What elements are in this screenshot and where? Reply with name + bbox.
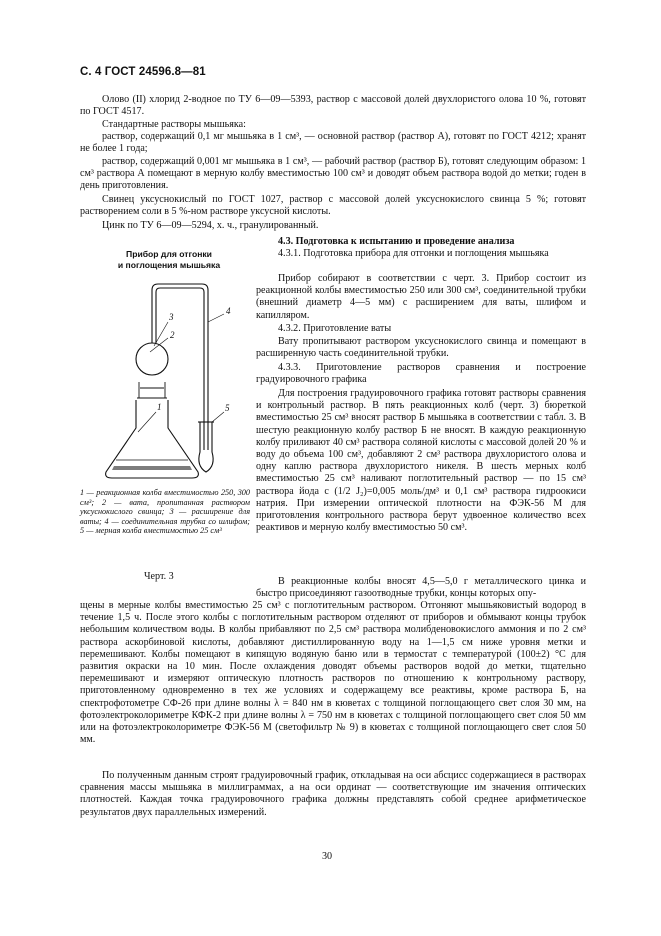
figure-title xyxy=(96,249,242,270)
figure-title-line-2: и поглощения мышьяка xyxy=(117,259,221,270)
figure-title-line-1: Прибор для отгонки xyxy=(126,249,212,259)
connecting-tube-inner xyxy=(156,288,204,450)
leader-5 xyxy=(212,412,224,422)
apparatus-drawing xyxy=(94,282,244,487)
label-5: 5 xyxy=(225,403,230,413)
figure-caption: 1 — реакционная колба вместимостью 250, 300 см³; 2 — вата, пропитанная раствором уксуснокислого свинца; 3 — расширение для ваты; 4 — соединительная трубка со шлифом; 5 — мерная колба вместимостью 25 см³ xyxy=(80,488,250,536)
paragraph-standard-solutions: Стандартные растворы мышьяка: xyxy=(102,119,246,130)
paragraph-4-3-1: 4.3.1. Подготовка прибора для отгонки и поглощения мышьяка xyxy=(278,248,549,259)
paragraph-4-3-2-body: Вату пропитывают раствором уксуснокислого свинца и помещают в расширенную часть соединительной трубки. xyxy=(256,336,586,360)
paragraph-distillation: щены в мерные колбы вместимостью 25 см³ с поглотительным раствором. Отгоняют мышьяковистый водород в течение 1,5 ч. После этого колбы с поглотительным раствором отделяют от приборов и обмывают концы трубок небольшим количеством воды. В колбы прибавляют по 2,5 см³ раствора молибденовокислого аммония и по 2 см³ раствора аскорбиновой кислоты, добавляют дистиллированную воду на 1—1,5 см ниже уровня метки и перемешивают. Колбы помещают в кипящую водяную баню или в термостат с температурой (100±2) °С для развития окраски на 10 мин. После охлаждения доводят объемы растворов водой до метки, тщательно перемешивают и измеряют оптическую плотность растворов по отношению к контрольному раствору, приготовленному одновременно в тех же условиях и содержащему все реактивы, кроме раствора Б, на спектрофотометре СФ-26 при длине волны λ = 840 нм в кюветах с толщиной поглощающего свет слоя 30 мм, на фотоэлектроколориметре КФК-2 при длине волны λ = 750 нм в кюветах с толщиной поглощающего свет слоя 50 мм или на фотоэлектроколориметре ФЭК-56 М (светофильтр № 9) в кюветах с толщиной поглощающего свет слоя 50 мм. xyxy=(80,600,586,746)
paragraph-solution-b: раствор, содержащий 0,001 мг мышьяка в 1 см³, — рабочий раствор (раствор Б), готовят следующим образом: 1 см³ раствора А помещают в мерную колбу вместимостью 100 см³ и доводят объем раствора водой до метки; годен в день приготовления. xyxy=(80,156,586,192)
liquid-hatching xyxy=(112,466,192,470)
label-2: 2 xyxy=(170,330,175,340)
label-4: 4 xyxy=(226,306,231,316)
page-header: С. 4 ГОСТ 24596.8—81 xyxy=(80,66,206,78)
paragraph-4-3-3: 4.3.3. Приготовление растворов сравнения и построение градуировочного графика xyxy=(256,362,586,386)
receiving-flask xyxy=(199,422,213,472)
paragraph-solution-a: раствор, содержащий 0,1 мг мышьяка в 1 см³, — основной раствор (раствор А), готовят по ГОСТ 4212; хранят не более 1 года; xyxy=(80,131,586,155)
paragraph-zinc: Цинк по ТУ 6—09—5294, х. ч., гранулированный. xyxy=(102,220,319,231)
leader-4 xyxy=(208,314,224,322)
section-heading-4-3: 4.3. Подготовка к испытанию и проведение анализа xyxy=(278,236,515,247)
cotton-bulb xyxy=(136,343,168,375)
paragraph-4-3-2: 4.3.2. Приготовление ваты xyxy=(278,323,392,334)
paragraph-tin-chloride: Олово (II) хлорид 2-водное по ТУ 6—09—5393, раствор с массовой долей двухлористого олова 10 %, готовят по ГОСТ 4517. xyxy=(80,94,586,118)
leader-1 xyxy=(138,412,156,432)
paragraph-zinc-addition: В реакционные колбы вносят 4,5—5,0 г металлического цинка и быстро присоединяют газоотводные трубки, концы которых опу- xyxy=(256,576,586,600)
label-3: 3 xyxy=(169,312,174,322)
page-number: 30 xyxy=(322,851,333,862)
paragraph-4-3-1-body: Прибор собирают в соответствии с черт. 3. Прибор состоит из реакционной колбы вместимостью 250 или 300 см³, соединительной трубки (внешний диаметр 4—5 мм) с расширением для ваты, шлифом и капилляром. xyxy=(256,273,586,321)
label-1: 1 xyxy=(157,402,162,412)
ground-joint xyxy=(137,382,167,398)
figure-label: Черт. 3 xyxy=(144,571,174,582)
paragraph-calibration-graph: По полученным данным строят градуировочный график, откладывая на оси абсцисс содержащиеся в растворах сравнения массы мышьяка в миллиграммах, а на оси ординат — соответствующие им значения оптических плотностей. Каждая точка градуировочного графика должны представлять собой среднее арифметическое результатов двух параллельных измерений. xyxy=(80,770,586,818)
paragraph-lead-acetate: Свинец уксуснокислый по ГОСТ 1027, раствор с массовой долей уксуснокислого свинца 5 %; готовят растворением соли в 5 %-ном растворе уксусной кислоты. xyxy=(80,194,586,218)
paragraph-4-3-3-body: Для построения градуировочного графика готовят растворы сравнения и контрольный раствор. В пять реакционных колб (черт. 3) бюреткой вместимостью 25 см³ вносят раствор Б мышьяка в соответствии с табл. 3. В шестую реакционную колбу раствор Б не вносят. В каждую реакционную колбу приливают 40 см³ раствора соляной кислоты с массовой долей 20 % и воду до объема 100 см³, добавляют 2 см³ раствора двухлористого олова и одну каплю раствора двухлористого никеля. В шесть мерных колб вместимостью 25 см³ наливают поглотительный раствор — по 15 см³ раствора йода c (1/2 J₂)=0,005 моль/дм³ и 0,1 см³ раствора гидроокиси натрия. При измерении оптической плотности на ФЭК-56 М для приготовления контрольного раствора берут удвоенное количество всех реактивов и мерную колбу вместимостью 50 см³. xyxy=(256,388,586,534)
